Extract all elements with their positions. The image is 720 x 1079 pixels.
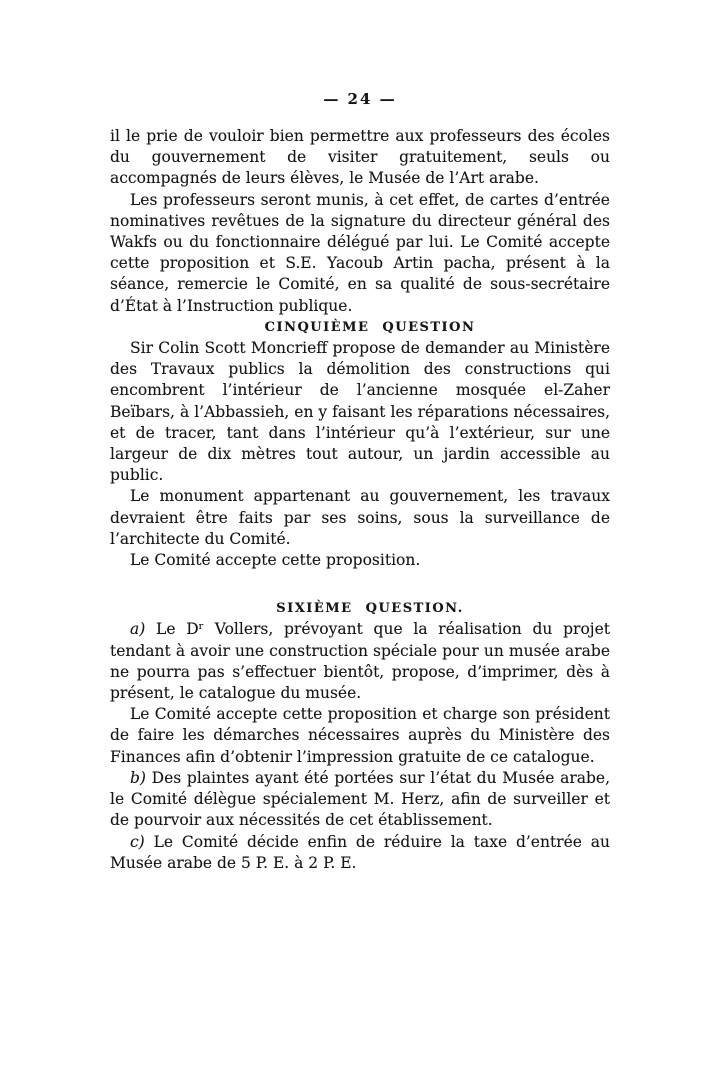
paragraph-comite-accepte (110, 550, 610, 571)
paragraph-professeurs-cartes (110, 190, 610, 317)
section-heading-sixieme-question: SIXIÈME QUESTION. (276, 601, 464, 617)
paragraph-moncrieff-proposition (110, 338, 610, 486)
section-heading-cinquieme-question: CINQUIÈME QUESTION (264, 319, 476, 335)
paragraph-text: Le Dʳ Vollers, prévoyant que la réalisation du projet tendant à avoir une construction spéciale pour un musée arabe ne pourra pas s’effectuer bientôt, propose, d’imprimer, dès à présent, le catalogue du musée. (110, 620, 610, 703)
paragraph-text: Le monument appartenant au gouvernement, les travaux devraient être faits par ses soins, sous la surveillance de l’architecte du Comité. (110, 487, 610, 548)
paragraph-text: Le Comité décide enfin de réduire la taxe d’entrée au Musée arabe de 5 P. E. à 2 P. E. (110, 832, 610, 872)
paragraph-text: il le prie de vouloir bien permettre aux professeurs des écoles du gouvernement de visiter gratuitement, seuls ou accompagnés de leurs élèves, le Musée de l’Art arabe. (110, 127, 610, 188)
page-number: — 24 — (323, 90, 397, 108)
paragraph-comite-catalogue (110, 704, 610, 768)
list-marker-a: a) (130, 620, 146, 639)
paragraph-text: Le Comité accepte cette proposition et charge son président de faire les démarches nécessaires auprès du Ministère des Finances afin d’obtenir l’impression gratuite de ce catalogue. (110, 705, 610, 766)
paragraph-item-c-taxe (110, 832, 610, 874)
paragraph-text: Les professeurs seront munis, à cet effet, de cartes d’entrée nominatives revêtues de la signature du directeur général des Wakfs ou du fonctionnaire délégué par lui. Le Comité accepte cette proposition et S.E. Yacoub Artin pacha, présent à la séance, remercie le Comité, en sa qualité de sous-secrétaire d’État à l’Instruction publique. (110, 190, 610, 315)
paragraph-monument-gouvernement (110, 486, 610, 550)
paragraph-item-b-herz (110, 768, 610, 832)
paragraph-text: Le Comité accepte cette proposition. (130, 551, 421, 570)
paragraph-text: Sir Colin Scott Moncrieff propose de demander au Ministère des Travaux publics la démolition des constructions qui encombrent l’intérieur de l’ancienne mosquée el-Zaher Beïbars, à l’Abbassieh, en y faisant les réparations nécessaires, et de tracer, tant dans l’intérieur qu’à l’extérieur, sur une largeur de dix mètres tout autour, un jardin accessible au public. (110, 339, 610, 485)
paragraph-item-a-vollers (110, 619, 610, 704)
body-text (110, 126, 610, 874)
paragraph-text: Des plaintes ayant été portées sur l’état du Musée arabe, le Comité délègue spécialement M. Herz, afin de surveiller et de pourvoir aux nécessités de cet établissement. (110, 768, 610, 830)
list-marker-b: b) (130, 768, 146, 787)
paragraph-continuation (110, 126, 610, 190)
list-marker-c: c) (130, 832, 145, 851)
